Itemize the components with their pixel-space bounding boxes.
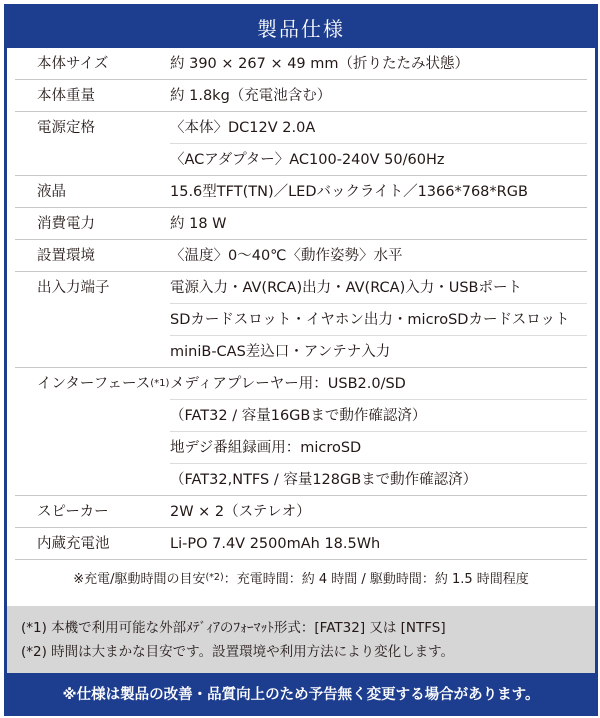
spec-row bbox=[15, 496, 587, 528]
spec-label bbox=[15, 208, 170, 239]
spec-values bbox=[170, 80, 587, 111]
spec-values bbox=[170, 240, 587, 271]
spec-values bbox=[170, 208, 587, 239]
bottom-notice: ※仕様は製品の改善・品質向上のため予告無く変更する場合があります。 bbox=[7, 673, 595, 713]
footnote-1: (*1) 本機で利用可能な外部ﾒﾃﾞｨｱのﾌｫｰﾏｯﾄ形式：[FAT32] 又は [NTFS] bbox=[21, 620, 446, 636]
spec-value: 約 18 W bbox=[170, 215, 227, 232]
spec-value: 〈本体〉DC12V 2.0A bbox=[170, 119, 316, 136]
spec-label-text: 内蔵充電池 bbox=[37, 535, 110, 552]
spec-values bbox=[170, 176, 587, 207]
spec-row bbox=[15, 176, 587, 208]
spec-values bbox=[170, 48, 587, 79]
spec-row bbox=[15, 528, 587, 560]
spec-table bbox=[15, 48, 587, 560]
spec-label bbox=[15, 80, 170, 111]
spec-row bbox=[15, 112, 587, 176]
spec-value: （FAT32 / 容量16GBまで動作確認済） bbox=[170, 399, 587, 431]
spec-value: 2W × 2（ステレオ） bbox=[170, 503, 311, 520]
spec-label-sup: (*1) bbox=[150, 377, 170, 389]
spec-label bbox=[15, 368, 170, 495]
spec-values bbox=[170, 528, 587, 559]
charge-note-prefix: ※充電/駆動時間の目安 bbox=[73, 571, 206, 587]
spec-values bbox=[170, 272, 587, 367]
spec-values bbox=[170, 496, 587, 527]
spec-value: Li-PO 7.4V 2500mAh 18.5Wh bbox=[170, 535, 381, 552]
spec-label-text: 設置環境 bbox=[37, 247, 95, 264]
spec-value: 約 390 × 267 × 49 mm（折りたたみ状態） bbox=[170, 55, 470, 72]
spec-value: メディアプレーヤー用：USB2.0/SD bbox=[170, 375, 406, 392]
spec-label-text: インターフェース bbox=[37, 375, 151, 392]
spec-value: SDカードスロット・イヤホン出力・microSDカードスロット bbox=[170, 303, 587, 335]
spec-row bbox=[15, 48, 587, 80]
spec-label-text: 出入力端子 bbox=[37, 279, 110, 296]
spec-value: 15.6型TFT(TN)／LEDバックライト／1366*768*RGB bbox=[170, 183, 528, 200]
spec-value: 電源入力・AV(RCA)出力・AV(RCA)入力・USBポート bbox=[170, 279, 523, 296]
charge-note-text: ：充電時間：約 4 時間 / 駆動時間：約 1.5 時間程度 bbox=[223, 571, 529, 587]
spec-value: miniB-CAS差込口・アンテナ入力 bbox=[170, 335, 587, 367]
spec-label bbox=[15, 272, 170, 367]
spec-label bbox=[15, 240, 170, 271]
spec-label-text: 消費電力 bbox=[37, 215, 95, 232]
footnote-2: (*2) 時間は大まかな目安です。設置環境や利用方法により変化します。 bbox=[21, 644, 455, 660]
footnotes bbox=[7, 606, 595, 678]
spec-label bbox=[15, 528, 170, 559]
spec-label-text: 本体重量 bbox=[37, 87, 95, 104]
spec-label-text: 液晶 bbox=[37, 183, 66, 200]
spec-row bbox=[15, 368, 587, 496]
spec-sheet bbox=[4, 4, 598, 716]
spec-row bbox=[15, 80, 587, 112]
charge-note-sup: (*2) bbox=[205, 571, 224, 583]
spec-value: （FAT32,NTFS / 容量128GBまで動作確認済） bbox=[170, 463, 587, 495]
spec-label-text: スピーカー bbox=[37, 503, 109, 520]
spec-label bbox=[15, 176, 170, 207]
spec-value: 約 1.8kg（充電池含む） bbox=[170, 87, 332, 104]
charge-time-note bbox=[7, 560, 595, 594]
spec-value: 地デジ番組録画用：microSD bbox=[170, 431, 587, 463]
spec-label bbox=[15, 112, 170, 175]
spec-row bbox=[15, 208, 587, 240]
spec-label bbox=[15, 48, 170, 79]
spec-row bbox=[15, 240, 587, 272]
spec-row bbox=[15, 272, 587, 368]
spec-label-text: 本体サイズ bbox=[37, 55, 109, 72]
spec-values bbox=[170, 368, 587, 495]
spec-label bbox=[15, 496, 170, 527]
spec-label-text: 電源定格 bbox=[37, 119, 95, 136]
spec-value: 〈温度〉0〜40℃〈動作姿勢〉水平 bbox=[170, 247, 403, 264]
spec-values bbox=[170, 112, 587, 175]
spec-value: 〈ACアダプター〉AC100-240V 50/60Hz bbox=[170, 143, 587, 175]
spec-title: 製品仕様 bbox=[7, 7, 595, 48]
